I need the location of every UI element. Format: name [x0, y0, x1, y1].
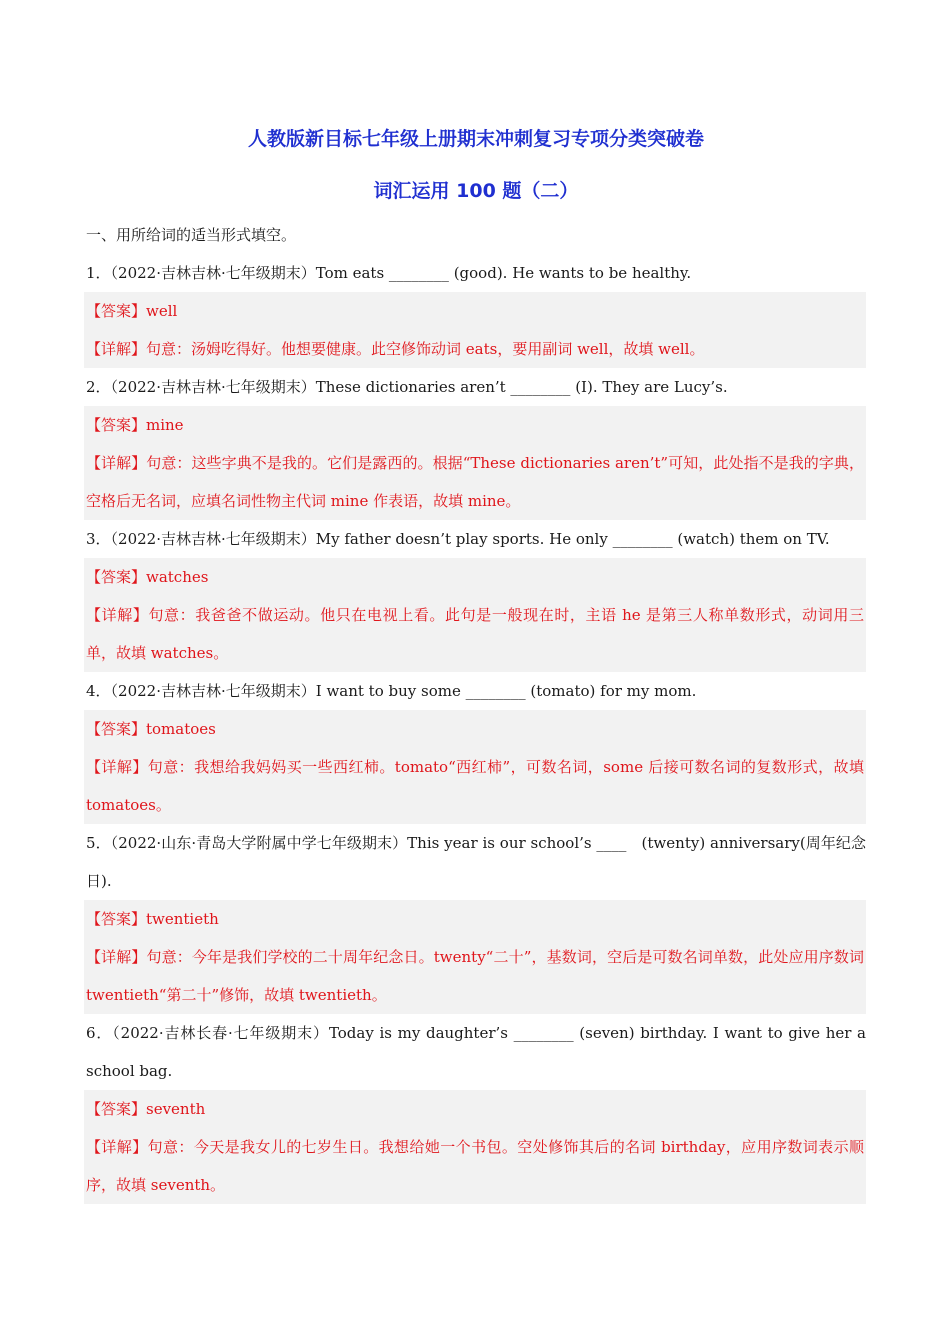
answer-explanation: 【详解】句意：这些字典不是我的。它们是露西的。根据“These dictionaries aren’t”可知，此处指不是我的字典，空格后无名词，应填名词性物主代词 mine 作表语，故填 mine。: [86, 454, 864, 510]
answer-block: [84, 900, 866, 1014]
answer-explanation: 【详解】句意：我想给我妈妈买一些西红柿。tomato“西红柿”，可数名词，some 后接可数名词的复数形式，故填 tomatoes。: [86, 758, 864, 814]
question-item: [86, 672, 866, 824]
question-stem: 4．（2022·吉林吉林·七年级期末）I want to buy some ________ (tomato) for my mom.: [86, 682, 697, 700]
question-stem: 6．（2022·吉林长春·七年级期末）Today is my daughter’s ________ (seven) birthday. I want to give her a school bag.: [86, 1024, 866, 1080]
question-item: [86, 520, 866, 672]
document-page: [86, 122, 866, 1204]
answer-explanation: 【详解】句意：我爸爸不做运动。他只在电视上看。此句是一般现在时，主语 he 是第三人称单数形式，动词用三单，故填 watches。: [86, 606, 864, 662]
answer-text: 【答案】mine: [86, 416, 184, 434]
answer-block: [84, 292, 866, 368]
answer-block: [84, 406, 866, 520]
answer-explanation: 【详解】句意：今年是我们学校的二十周年纪念日。twenty“二十”，基数词，空后是可数名词单数，此处应用序数词 twentieth“第二十”修饰，故填 twentieth。: [86, 948, 864, 1004]
answer-explanation: 【详解】句意：汤姆吃得好。他想要健康。此空修饰动词 eats，要用副词 well，故填 well。: [86, 340, 705, 358]
answer-explanation: 【详解】句意：今天是我女儿的七岁生日。我想给她一个书包。空处修饰其后的名词 birthday，应用序数词表示顺序，故填 seventh。: [86, 1138, 864, 1194]
answer-block: [84, 558, 866, 672]
question-stem: 1．（2022·吉林吉林·七年级期末）Tom eats ________ (good). He wants to be healthy.: [86, 264, 692, 282]
answer-text: 【答案】well: [86, 302, 178, 320]
answer-text: 【答案】seventh: [86, 1100, 206, 1118]
question-item: [86, 254, 866, 368]
question-stem: 5．（2022·山东·青岛大学附属中学七年级期末）This year is our school’s ____ (twenty) anniversary(周年纪念日).: [86, 834, 866, 890]
question-stem: 3．（2022·吉林吉林·七年级期末）My father doesn’t play sports. He only ________ (watch) them on TV.: [86, 530, 830, 548]
question-item: [86, 824, 866, 1014]
answer-text: 【答案】twentieth: [86, 910, 219, 928]
document-subtitle: 词汇运用 100 题（二）: [373, 180, 579, 202]
answer-text: 【答案】watches: [86, 568, 209, 586]
question-stem: 2．（2022·吉林吉林·七年级期末）These dictionaries aren’t ________ (I). They are Lucy’s.: [86, 378, 728, 396]
answer-block: [84, 1090, 866, 1204]
document-title: 人教版新目标七年级上册期末冲刺复习专项分类突破卷: [247, 128, 704, 150]
answer-block: [84, 710, 866, 824]
answer-text: 【答案】tomatoes: [86, 720, 216, 738]
question-item: [86, 1014, 866, 1204]
section-heading: 一、用所给词的适当形式填空。: [86, 226, 297, 244]
question-item: [86, 368, 866, 520]
